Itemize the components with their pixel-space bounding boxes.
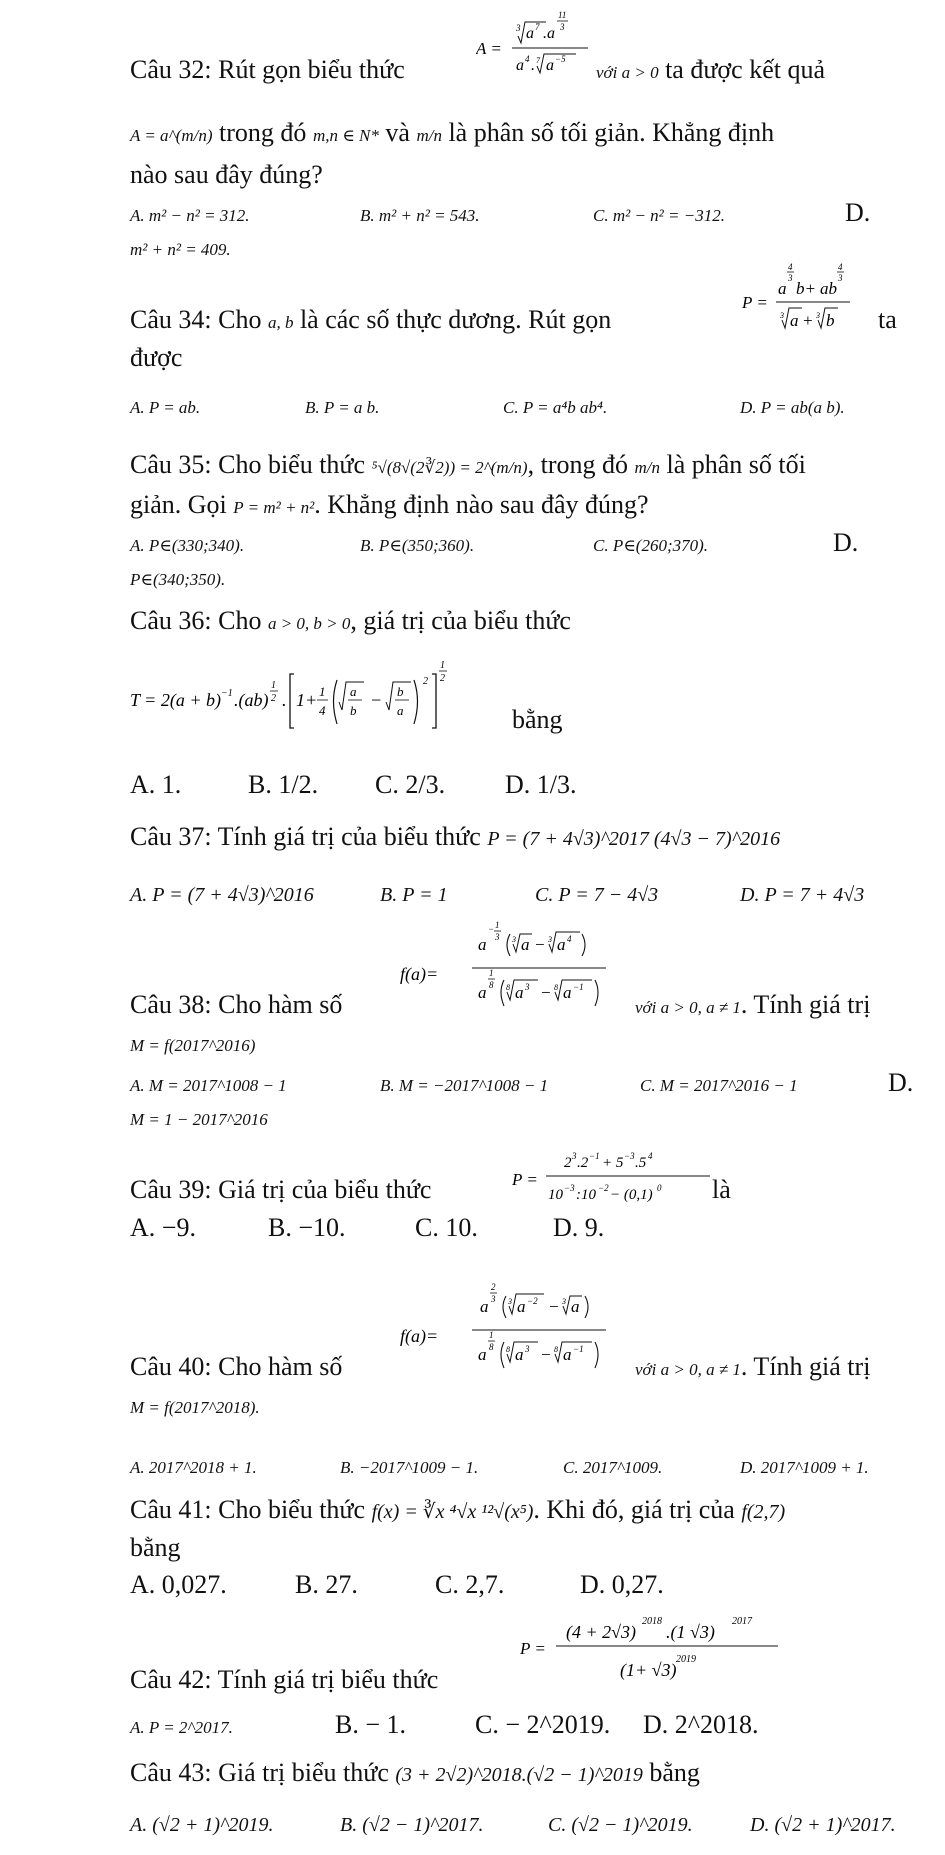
svg-text:7: 7 xyxy=(536,56,540,65)
q32-label: Câu 32: Rút gọn biểu thức xyxy=(130,55,405,84)
q40-label: Câu 40: Cho hàm số xyxy=(130,1352,343,1381)
q34-text2: ta xyxy=(878,305,897,334)
q41-text1: . Khi đó, giá trị của xyxy=(533,1495,735,1524)
svg-text:a: a xyxy=(478,983,487,1002)
q32-opt-d: D. xyxy=(845,198,871,227)
q35-line1 xyxy=(130,450,806,483)
q36-formula xyxy=(130,658,510,738)
svg-text:3: 3 xyxy=(562,1297,566,1306)
svg-text:a: a xyxy=(517,1297,526,1316)
q34-label: Câu 34: Cho xyxy=(130,305,262,334)
svg-text:1: 1 xyxy=(319,684,326,699)
svg-text:−: − xyxy=(548,1297,560,1316)
svg-text:f(a)=: f(a)= xyxy=(400,1326,439,1346)
q40-opt-d: D. 2017^1009 + 1. xyxy=(740,1458,869,1477)
svg-text:4: 4 xyxy=(567,934,572,944)
q35-p: P = m² + n² xyxy=(233,498,315,517)
svg-text:−2: −2 xyxy=(527,1296,538,1306)
svg-text:a: a xyxy=(546,57,554,74)
svg-text:.a: .a xyxy=(543,25,555,42)
svg-text:P =: P = xyxy=(520,1639,546,1658)
q32-text3: và xyxy=(385,118,410,147)
q40-opt-b: B. −2017^1009 − 1. xyxy=(340,1458,479,1477)
q38-m: M = f(2017^2016) xyxy=(130,1036,256,1055)
svg-text:4: 4 xyxy=(788,262,793,272)
svg-text:2018: 2018 xyxy=(642,1616,662,1627)
svg-text:.5: .5 xyxy=(635,1155,647,1171)
svg-text:.(1 √3): .(1 √3) xyxy=(666,1622,715,1642)
svg-text:2: 2 xyxy=(423,676,428,687)
q37-opt-d: D. P = 7 + 4√3 xyxy=(740,884,865,906)
q42-opt-b: B. − 1. xyxy=(335,1710,407,1739)
svg-text:a: a xyxy=(790,311,799,330)
svg-text:−1: −1 xyxy=(589,1151,600,1161)
svg-text:4: 4 xyxy=(319,703,326,718)
q35-frac: m/n xyxy=(634,458,660,477)
q40-opt-c: C. 2017^1009. xyxy=(563,1458,663,1477)
q35-label: Câu 35: Cho biểu thức xyxy=(130,450,366,479)
svg-text:3: 3 xyxy=(491,1294,496,1304)
q35-opt-d-value: P∈(340;350). xyxy=(130,570,226,589)
q37-opt-a: A. P = (7 + 4√3)^2016 xyxy=(130,884,314,906)
q32-condition: với a > 0 xyxy=(596,63,659,82)
q41-label: Câu 41: Cho biểu thức xyxy=(130,1495,366,1524)
svg-text:−3: −3 xyxy=(624,1151,635,1161)
q32-opt-c: C. m² − n² = −312. xyxy=(593,206,725,225)
svg-text:−3: −3 xyxy=(564,1183,575,1193)
q43-formula: (3 + 2√2)^2018.(√2 − 1)^2019 xyxy=(395,1764,643,1786)
q39-opt-b: B. −10. xyxy=(268,1213,346,1242)
svg-text:a: a xyxy=(563,1345,572,1364)
q40-condition: với a > 0, a ≠ 1 xyxy=(635,1360,741,1379)
svg-text:(1+ √3): (1+ √3) xyxy=(620,1660,677,1680)
svg-text:−1: −1 xyxy=(221,688,233,699)
svg-text:−: − xyxy=(370,690,383,710)
svg-text:.: . xyxy=(282,690,287,710)
q42-opt-c: C. − 2^2019. xyxy=(475,1710,611,1739)
q34-ab: a, b xyxy=(267,313,294,332)
q35-text4: . Khẳng định nào sau đây đúng? xyxy=(314,490,649,519)
q32-frac: m/n xyxy=(416,126,442,145)
svg-text:4: 4 xyxy=(525,54,530,64)
svg-text:a: a xyxy=(480,1297,489,1316)
q34-formula-svg xyxy=(742,258,892,338)
svg-text:a: a xyxy=(563,983,572,1002)
q36-text1: , giá trị của biểu thức xyxy=(350,606,571,635)
svg-text:3: 3 xyxy=(508,1297,512,1306)
svg-text:P =: P = xyxy=(512,1170,538,1189)
svg-text:8: 8 xyxy=(554,983,558,992)
q38-label: Câu 38: Cho hàm số xyxy=(130,990,343,1019)
q36-condition: a > 0, b > 0 xyxy=(267,614,351,633)
q32-text5: nào sau đây đúng? xyxy=(130,160,323,189)
q32-opt-d-value: m² + n² = 409. xyxy=(130,240,231,259)
svg-text:−: − xyxy=(540,983,552,1002)
svg-text:−1: −1 xyxy=(573,1344,584,1354)
q32-text2: trong đó xyxy=(219,118,307,147)
svg-text:10: 10 xyxy=(548,1187,563,1203)
q36-line1 xyxy=(130,606,571,639)
q32-line3 xyxy=(130,160,323,190)
q43-opt-b: B. (√2 − 1)^2017. xyxy=(340,1814,484,1836)
svg-text:b: b xyxy=(826,311,835,330)
q41-opt-d: D. 0,27. xyxy=(580,1570,664,1599)
q36-opt-a: A. 1. xyxy=(130,770,182,799)
svg-text:2: 2 xyxy=(491,1282,496,1292)
q42-opt-a: A. P = 2^2017. xyxy=(130,1718,233,1737)
q38-opt-c: C. M = 2017^2016 − 1 xyxy=(640,1076,798,1095)
svg-text:a: a xyxy=(526,25,534,42)
q41-line1 xyxy=(130,1495,785,1527)
q38-condition: với a > 0, a ≠ 1 xyxy=(635,998,741,1017)
svg-text:a: a xyxy=(516,57,524,74)
svg-text:1: 1 xyxy=(271,680,276,691)
svg-text:a: a xyxy=(571,1297,580,1316)
svg-text:3: 3 xyxy=(560,22,565,32)
svg-text:1: 1 xyxy=(495,920,500,930)
q37-formula: P = (7 + 4√3)^2017 (4√3 − 7)^2016 xyxy=(487,828,781,850)
q38-line1-end xyxy=(635,990,870,1023)
q36-label: Câu 36: Cho xyxy=(130,606,262,635)
svg-text:a: a xyxy=(515,1345,524,1364)
svg-text:1: 1 xyxy=(489,968,494,978)
q32-line1 xyxy=(130,55,405,85)
q34-formula xyxy=(742,258,892,338)
svg-text:−: − xyxy=(540,1345,552,1364)
q40-line1-end xyxy=(635,1352,870,1385)
q42-label: Câu 42: Tính giá trị biểu thức xyxy=(130,1665,439,1694)
svg-text:a: a xyxy=(350,684,357,699)
svg-text:11: 11 xyxy=(558,10,567,20)
q43-opt-c: C. (√2 − 1)^2019. xyxy=(548,1814,693,1836)
svg-text:8: 8 xyxy=(506,983,510,992)
svg-text:3: 3 xyxy=(548,935,552,944)
svg-text:a: a xyxy=(521,935,530,954)
svg-text:4: 4 xyxy=(838,262,843,272)
q39-formula xyxy=(512,1145,712,1215)
q41-opt-a: A. 0,027. xyxy=(130,1570,227,1599)
q37-opt-b: B. P = 1 xyxy=(380,884,448,906)
q38-opt-d-value: M = 1 − 2017^2016 xyxy=(130,1110,268,1129)
svg-text:3: 3 xyxy=(525,1344,530,1354)
svg-text::10: :10 xyxy=(576,1187,596,1203)
q43-opt-d: D. (√2 + 1)^2017. xyxy=(750,1814,896,1836)
q41-fx: f(2,7) xyxy=(741,1501,786,1523)
svg-text:.(ab): .(ab) xyxy=(234,690,269,710)
q32-text4: là phân số tối giản. Khẳng định xyxy=(448,118,775,147)
svg-text:b+: b+ xyxy=(796,279,816,298)
q32-opt-a: A. m² − n² = 312. xyxy=(130,206,250,225)
q35-opt-a: A. P∈(330;340). xyxy=(130,536,245,555)
q35-text2: là phân số tối xyxy=(666,450,806,479)
q34-line1 xyxy=(130,305,611,338)
q37-opt-c: C. P = 7 − 4√3 xyxy=(535,884,659,906)
q34-text1: là các số thực dương. Rút gọn xyxy=(299,305,612,334)
svg-text:a: a xyxy=(478,935,487,954)
q41-formula: f(x) = ∛x ⁴√x ¹²√(x⁵) xyxy=(371,1501,534,1523)
q42-formula-svg xyxy=(520,1610,780,1688)
q41-opt-b: B. 27. xyxy=(295,1570,358,1599)
svg-text:2: 2 xyxy=(440,673,445,684)
q39-label: Câu 39: Giá trị của biểu thức xyxy=(130,1175,432,1204)
q32-opt-b: B. m² + n² = 543. xyxy=(360,206,480,225)
svg-text:8: 8 xyxy=(489,1342,494,1352)
q34-opt-a: A. P = ab. xyxy=(130,398,201,417)
q41-opt-c: C. 2,7. xyxy=(435,1570,505,1599)
svg-text:3: 3 xyxy=(788,273,793,283)
svg-text:P =: P = xyxy=(742,293,768,312)
svg-text:+: + xyxy=(802,311,814,330)
q37-label: Câu 37: Tính giá trị của biểu thức xyxy=(130,822,481,851)
q40-formula-svg xyxy=(400,1282,625,1382)
svg-text:− (0,1): − (0,1) xyxy=(610,1187,653,1203)
svg-text:a: a xyxy=(478,1345,487,1364)
q40-text1: . Tính giá trị xyxy=(740,1352,871,1381)
q38-opt-d: D. xyxy=(888,1068,914,1097)
svg-text:A =: A = xyxy=(476,39,502,58)
q41-text2: bằng xyxy=(130,1533,181,1562)
svg-text:1+: 1+ xyxy=(296,690,318,710)
svg-text:3: 3 xyxy=(816,311,820,320)
q32-result: A = a^(m/n) xyxy=(130,126,213,145)
svg-text:(4 + 2√3): (4 + 2√3) xyxy=(566,1622,637,1642)
q34-text3: được xyxy=(130,343,183,372)
q34-opt-d: D. P = ab(a b). xyxy=(740,398,845,417)
svg-text:T = 2(a + b): T = 2(a + b) xyxy=(130,690,221,710)
svg-text:a: a xyxy=(397,703,404,718)
q32-text1: ta được kết quả xyxy=(665,55,826,84)
cut-off-top-line xyxy=(130,0,137,16)
svg-text:1: 1 xyxy=(489,1330,494,1340)
q39-text1: là xyxy=(712,1175,731,1204)
svg-text:8: 8 xyxy=(506,1345,510,1354)
svg-text:−2: −2 xyxy=(598,1183,609,1193)
q35-opt-c: C. P∈(260;370). xyxy=(593,536,709,555)
q36-opt-b: B. 1/2. xyxy=(248,770,319,799)
svg-text:−1: −1 xyxy=(573,982,584,992)
q35-line2 xyxy=(130,490,649,523)
svg-text:4: 4 xyxy=(648,1151,653,1161)
q35-opt-b: B. P∈(350;360). xyxy=(360,536,475,555)
q35-opt-d: D. xyxy=(833,528,859,557)
q43-text1: bằng xyxy=(649,1758,700,1787)
svg-text:3: 3 xyxy=(512,935,516,944)
q43-label: Câu 43: Giá trị biểu thức xyxy=(130,1758,389,1787)
q35-formula: ⁵√(8√(2∛2)) = 2^(m/n) xyxy=(371,458,528,477)
svg-text:b: b xyxy=(350,703,357,718)
q38-opt-b: B. M = −2017^1008 − 1 xyxy=(380,1076,549,1095)
q37-line1 xyxy=(130,822,780,854)
svg-text:.: . xyxy=(531,57,535,74)
q34-opt-c: C. P = a⁴b ab⁴. xyxy=(503,398,608,417)
svg-text:8: 8 xyxy=(554,1345,558,1354)
q35-text3: giản. Gọi xyxy=(130,490,227,519)
svg-text:2017: 2017 xyxy=(732,1616,752,1627)
q35-text1: , trong đó xyxy=(527,450,628,479)
svg-text:a: a xyxy=(515,983,524,1002)
svg-text:−: − xyxy=(488,924,495,934)
svg-text:3: 3 xyxy=(780,311,784,320)
svg-text:ab: ab xyxy=(820,279,837,298)
svg-text:2: 2 xyxy=(271,693,276,704)
svg-text:3: 3 xyxy=(838,273,843,283)
q39-opt-d: D. 9. xyxy=(553,1213,605,1242)
q43-line1 xyxy=(130,1758,700,1790)
svg-text:+ 5: + 5 xyxy=(602,1155,624,1171)
svg-text:7: 7 xyxy=(535,22,540,32)
q43-opt-a: A. (√2 + 1)^2019. xyxy=(130,1814,274,1836)
q40-m: M = f(2017^2018). xyxy=(130,1398,260,1417)
svg-text:a: a xyxy=(778,279,787,298)
q40-formula xyxy=(400,1282,625,1382)
q32-line1-end xyxy=(596,55,825,88)
svg-text:b: b xyxy=(397,684,404,699)
q36-opt-c: C. 2/3. xyxy=(375,770,446,799)
q38-formula-svg xyxy=(400,920,625,1020)
q39-opt-a: A. −9. xyxy=(130,1213,196,1242)
svg-text:3: 3 xyxy=(516,23,521,33)
svg-text:1: 1 xyxy=(440,660,445,671)
svg-text:8: 8 xyxy=(489,980,494,990)
svg-text:2019: 2019 xyxy=(676,1654,696,1665)
svg-text:−5: −5 xyxy=(555,54,566,64)
q39-formula-svg xyxy=(512,1145,712,1215)
q32-mn: m,n ∈ N* xyxy=(312,126,379,145)
svg-text:0: 0 xyxy=(657,1183,662,1193)
svg-text:f(a)=: f(a)= xyxy=(400,964,439,984)
svg-text:−: − xyxy=(534,935,546,954)
svg-text:3: 3 xyxy=(495,932,500,942)
q32-formula-svg xyxy=(476,8,591,76)
q38-text1: . Tính giá trị xyxy=(740,990,871,1019)
q34-opt-b: B. P = a b. xyxy=(305,398,380,417)
q36-formula-svg xyxy=(130,658,510,738)
q36-opt-d: D. 1/3. xyxy=(505,770,577,799)
svg-text:3: 3 xyxy=(525,982,530,992)
svg-text:a: a xyxy=(557,935,566,954)
q36-text2: bằng xyxy=(512,705,563,734)
q32-formula xyxy=(476,8,586,72)
q42-formula xyxy=(520,1610,780,1688)
q38-opt-a: A. M = 2017^1008 − 1 xyxy=(130,1076,287,1095)
svg-text:3: 3 xyxy=(572,1151,577,1161)
q38-formula xyxy=(400,920,625,1020)
q40-opt-a: A. 2017^2018 + 1. xyxy=(130,1458,257,1477)
q39-opt-c: C. 10. xyxy=(415,1213,478,1242)
svg-text:2: 2 xyxy=(564,1155,572,1171)
q32-line2 xyxy=(130,118,774,151)
svg-text:.2: .2 xyxy=(577,1155,589,1171)
q42-opt-d: D. 2^2018. xyxy=(643,1710,759,1739)
